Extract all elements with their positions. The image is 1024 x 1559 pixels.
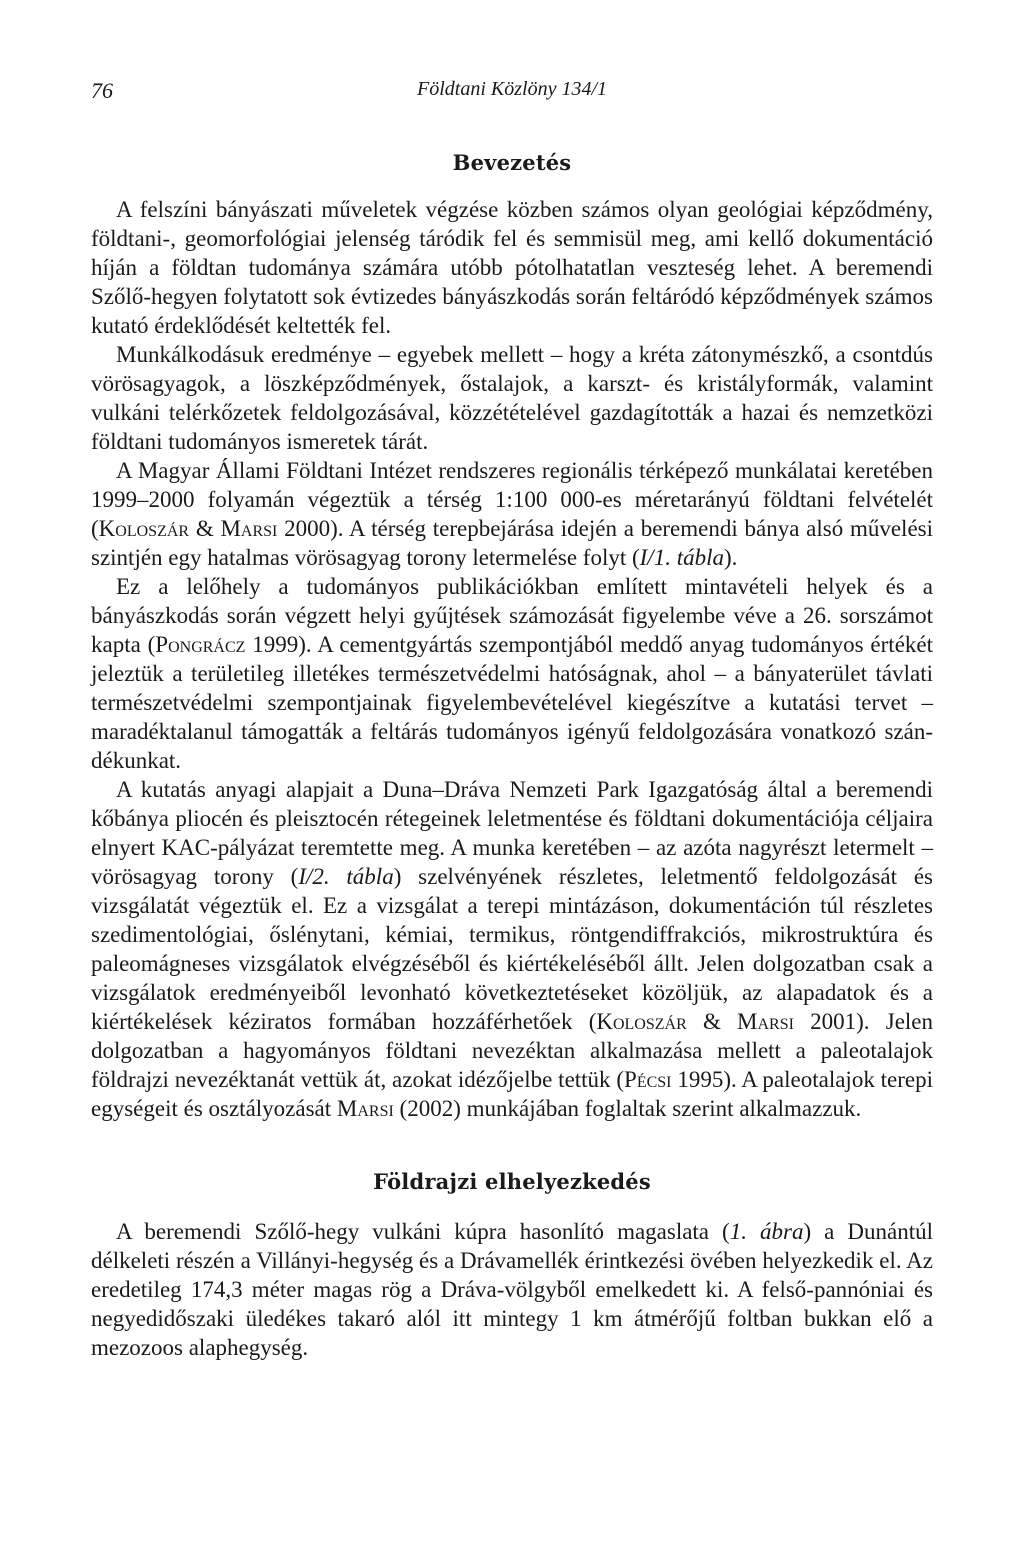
author-citation: Marsi <box>220 516 278 541</box>
author-citation: Koloszár <box>596 1009 687 1034</box>
text-run: 2001). Jelen dolgozatban a hagyományos földtani nevezéktan alkalmazása mellett a paleotalajok földrajzi nevezéktanát vettük át, azokat idézőjelbe tettük ( <box>91 1009 934 1092</box>
text-run: ) szelvényének részletes, leletmentő feldolgozását és vizsgálatát végeztük el. Ez a vizsgálat a terepi mintázáson, dokumentáción túl részletes szedimentológiai, őslénytani, kémiai, termikus, röntgendiffrakciós, mikrostruktúra és paleomágneses vizsgálatok elvégzéséből és kiértékeléséből állt. Jelen dolgozatban csak a vizsgálatok eredményeiből levonható következtetéseket közöljük, az alapadatok és a kiértékelések kéziratos formában hozzáférhetőek ( <box>91 864 933 1034</box>
author-citation: Pongrácz <box>155 632 246 657</box>
plate-reference: I/1. tábla <box>639 545 724 570</box>
page <box>91 78 933 1362</box>
text-run: 2000). A térség terepbejárása idején a beremendi bánya alsó művelési szintjén egy hatalmas vörösagyag torony letermelése folyt ( <box>91 516 933 570</box>
text-run: (2002) munkájában foglaltak szerint alkalmazzuk. <box>393 1096 862 1121</box>
text-run: Ez a lelőhely a tudományos publikációkban említett mintavételi helyek és a bányászkodás során végzett helyi gyűjtések számozását figyelembe véve a 26. sorszámot kapta ( <box>91 574 933 657</box>
journal-title: Földtani Közlöny 134/1 <box>417 78 607 100</box>
page-number: 76 <box>91 78 113 103</box>
text-run: ). <box>723 545 738 570</box>
text-run: A beremendi Szőlő-hegy vulkáni kúpra hasonlító magaslata ( <box>116 1219 730 1244</box>
intro-paragraph-2: Munkálkodásuk eredménye – egyebek mellett – hogy a kréta zátonymészkő, a csontdús vörösagyagok, a löszképződmények, őstalajok, a karszt- és kristályformák, valamint vulkáni telérkőzetek feldolgozásával, közzétételével gazdagították a hazai és nemzetközi földtani tudományos ismeretek tárát. <box>91 342 933 454</box>
intro-paragraph-4 <box>91 572 933 775</box>
section-heading-intro: Bevezetés <box>452 150 572 175</box>
intro-paragraph-1: A felszíni bányászati műveletek végzése közben számos olyan geológiai képződmény, földtani-, geomorfológiai jelenség táródik fel és semmisül meg, ami kellő dokumentáció híján a földtan tudománya számára utóbb pótolhatatlan veszteség lehet. A beremendi Szőlő-hegyen folytatott sok évtizedes bányászkodás során feltáródó képződmények számos kutató érdeklődését keltették fel. <box>91 197 933 338</box>
intro-paragraph-5 <box>91 775 933 1123</box>
text-run: 1999). A cementgyártás szempontjából meddő anyag tudományos értékét jeleztük a területileg illetékes természetvédelmi hatóságnak, ahol – a bányaterület távlati természetvédelmi szempontjainak figyelembevételével kiegészítve a kutatási tervet – maradéktalanul támogatták a feltárás tudományos igényű feldolgozására vonatkozó szándékunkat. <box>91 632 933 773</box>
text-run: A kutatás anyagi alapjait a Duna–Dráva Nemzeti Park Igazgatóság által a beremendi kőbánya pliocén és pleisztocén rétegeinek leletmentése és földtani dokumentációja céljaira elnyert KAC-pályázat teremtette meg. A munka keretében – az azóta nagyrészt letermelt – vörösagyag torony ( <box>91 777 933 889</box>
author-citation: Pécsi <box>624 1067 672 1092</box>
figure-reference: 1. ábra <box>729 1219 804 1244</box>
text-run: & <box>686 1009 738 1034</box>
text-run: ) a Dunántúl délkeleti részén a Villányi-hegység és a Drávamellék érintkezési övében helyezkedik el. Az eredetileg 174,3 méter magas rög a Dráva-völgyből emelkedett ki. A felső-pannóniai és negyedidőszaki üledékes takaró alól itt mintegy 1 km átmérőjű foltban bukkan elő a mezozoos alaphegység. <box>91 1219 934 1360</box>
plate-reference: I/2. tábla <box>298 864 394 889</box>
text-run: & <box>189 516 221 541</box>
text-run: 1995). A paleotalajok terepi egységeit és osztályozását <box>91 1067 933 1121</box>
author-citation: Marsi <box>336 1096 394 1121</box>
text-run: A Magyar Állami Földtani Intézet rendszeres regionális térképező munkálatai keretében 1999–2000 folyamán végeztük a térség 1:100 000-es méretarányú földtani felvételét ( <box>91 458 933 541</box>
geography-paragraph-1 <box>91 1217 933 1362</box>
author-citation: Marsi <box>737 1009 794 1034</box>
author-citation: Koloszár <box>98 516 190 541</box>
section-heading-geography: Földrajzi elhelyezkedés <box>373 1169 651 1194</box>
running-head <box>91 78 933 112</box>
intro-paragraph-3 <box>91 456 933 572</box>
